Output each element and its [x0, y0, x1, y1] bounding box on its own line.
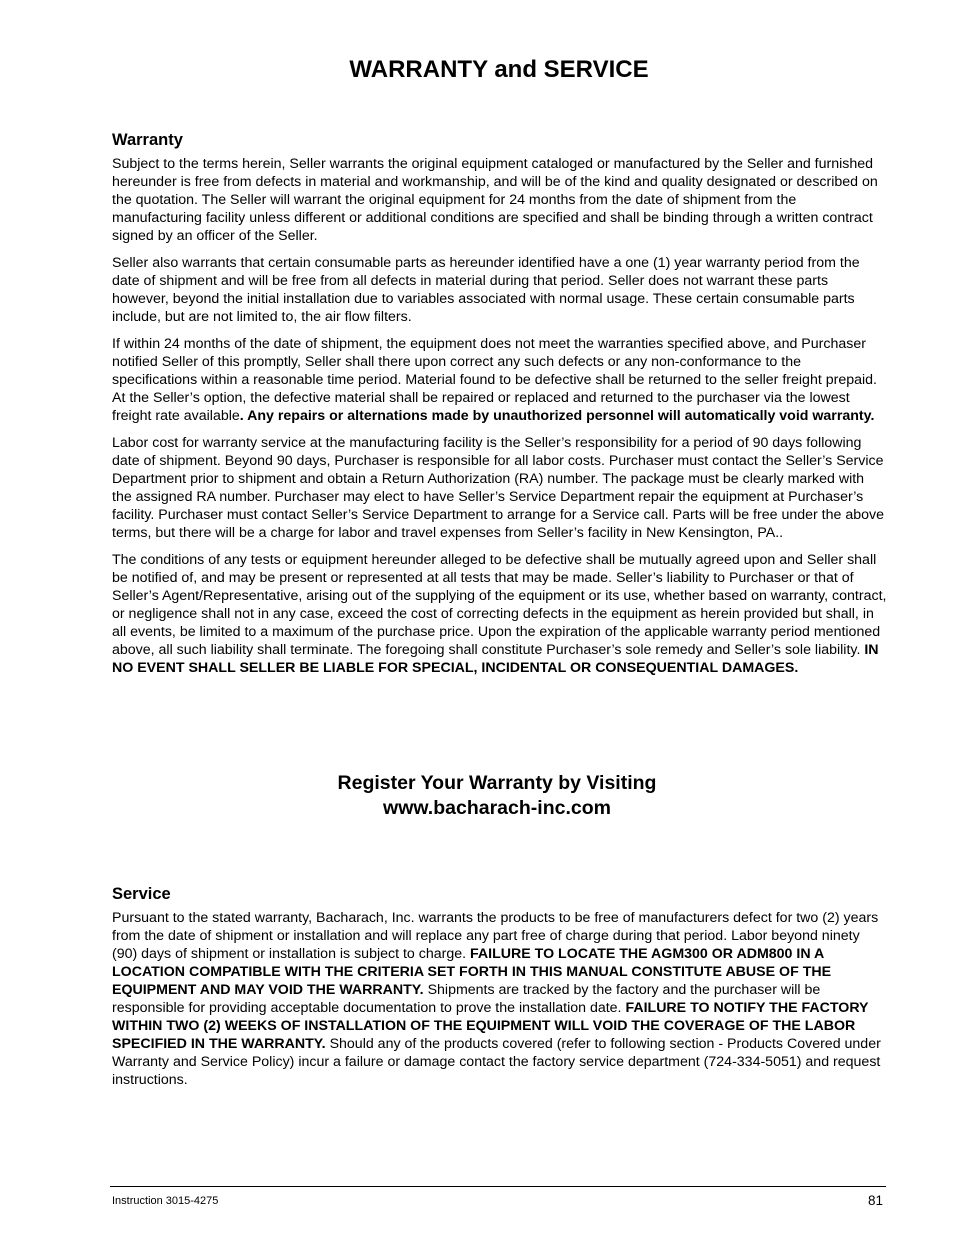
warranty-paragraph-5 [112, 551, 887, 677]
warranty-paragraph-3-text: If within 24 months of the date of shipment, the equipment does not meet the warranties specified above, and Purchaser notified Seller of this promptly, Seller shall there upon correct any such defects or any non-conformance to the specifications within a reasonable time period. Material found to be defective shall be returned to the seller freight prepaid. At the Seller’s option, the defective material shall be repaired or replaced and returned to the purchaser via the lowest freight rate available [112, 336, 877, 424]
register-callout [112, 771, 882, 821]
warranty-paragraph-5-bold: IN NO EVENT SHALL SELLER BE LIABLE FOR SPECIAL, INCIDENTAL OR CONSEQUENTIAL DAMAGES. [112, 642, 879, 676]
service-bold-2: FAILURE TO NOTIFY THE FACTORY WITHIN TWO (2) WEEKS OF INSTALLATION OF THE EQUIPMENT WILL VOID THE COVERAGE OF THE LABOR SPECIFIED IN THE WARRANTY. [112, 1000, 869, 1052]
warranty-paragraph-2: Seller also warrants that certain consumable parts as hereunder identified have a one (1) year warranty period from the date of shipment and will be free from all defects in material during that period. Seller does not warrant these parts however, beyond the initial installation due to variables associated with normal usage. These certain consumable parts include, but are not limited to, the air flow filters. [112, 255, 860, 325]
register-url: www.bacharach-inc.com [383, 797, 611, 819]
service-text-1: Pursuant to the stated warranty, Bacharach, Inc. warrants the products to be free of manufacturers defect for two (2) years from the date of shipment or installation and will replace any part free of charge during that period. Labor beyond ninety (90) days of shipment or installation is subject to charge. [112, 910, 879, 962]
warranty-paragraph-1: Subject to the terms herein, Seller warrants the original equipment cataloged or manufactured by the Seller and furnished hereunder is free from defects in material and workmanship, and will be of the kind and quality designated or described on the quotation. The Seller will warrant the original equipment for 24 months from the date of shipment from the manufacturing facility unless different or additional conditions are specified and shall be binding through a written contract signed by an officer of the Seller. [112, 156, 878, 244]
service-bold-1: FAILURE TO LOCATE THE AGM300 OR ADM800 IN A LOCATION COMPATIBLE WITH THE CRITERIA SET FORTH IN THIS MANUAL CONSTITUTE ABUSE OF THE EQUIPMENT AND MAY VOID THE WARRANTY. [112, 946, 832, 998]
page-number: 81 [867, 1193, 883, 1208]
warranty-paragraph-3-bold: . Any repairs or alternations made by unauthorized personnel will automatically void warranty. [239, 408, 875, 424]
service-text-2: Shipments are tracked by the factory and the purchaser will be responsible for providing acceptable documentation to prove the installation date. [112, 982, 821, 1016]
warranty-paragraph-4: Labor cost for warranty service at the manufacturing facility is the Seller’s responsibility for a period of 90 days following date of shipment. Beyond 90 days, Purchaser is responsible for all labor costs. Purchaser must contact the Seller’s Service Department prior to shipment and obtain a Return Authorization (RA) number. The package must be clearly marked with the assigned RA number. Purchaser may elect to have Seller’s Service Department repair the equipment at Purchaser’s facility. Purchaser must contact Seller’s Service Department to arrange for a Service call. Parts will be free under the above terms, but there will be a charge for labor and travel expenses from Seller’s facility in New Kensington, PA.. [112, 435, 884, 541]
register-text: Register Your Warranty by Visiting [337, 772, 657, 794]
service-text-3: Should any of the products covered (refer to following section - Products Covered under Warranty and Service Policy) incur a failure or damage contact the factory service department (724-334-5051) and request instructions. [112, 1036, 881, 1088]
service-heading: Service [112, 885, 171, 903]
page-title: WARRANTY and SERVICE [349, 56, 649, 83]
warranty-paragraph-3 [112, 335, 887, 425]
service-section [112, 885, 887, 1098]
service-paragraph [112, 909, 887, 1089]
warranty-paragraph-5-text: The conditions of any tests or equipment hereunder alleged to be defective shall be mutually agreed upon and Seller shall be notified of, and may be present or represented at all tests that may be made. Seller’s liability to Purchaser or that of Seller’s Agent/Representative, arising out of the supplying of the equipment or its use, whether based on warranty, contract, or negligence shall not in any case, exceed the cost of correcting defects in the equipment as herein provided but shall, in all events, be limited to a maximum of the purchase price. Upon the expiration of the applicable warranty period mentioned above, all such liability shall terminate. The foregoing shall constitute Purchaser’s sole remedy and Seller’s sole liability. [112, 552, 887, 658]
warranty-heading: Warranty [112, 131, 183, 149]
warranty-section [112, 131, 887, 686]
footer-divider [110, 1186, 886, 1187]
footer-instruction: Instruction 3015-4275 [112, 1195, 219, 1207]
